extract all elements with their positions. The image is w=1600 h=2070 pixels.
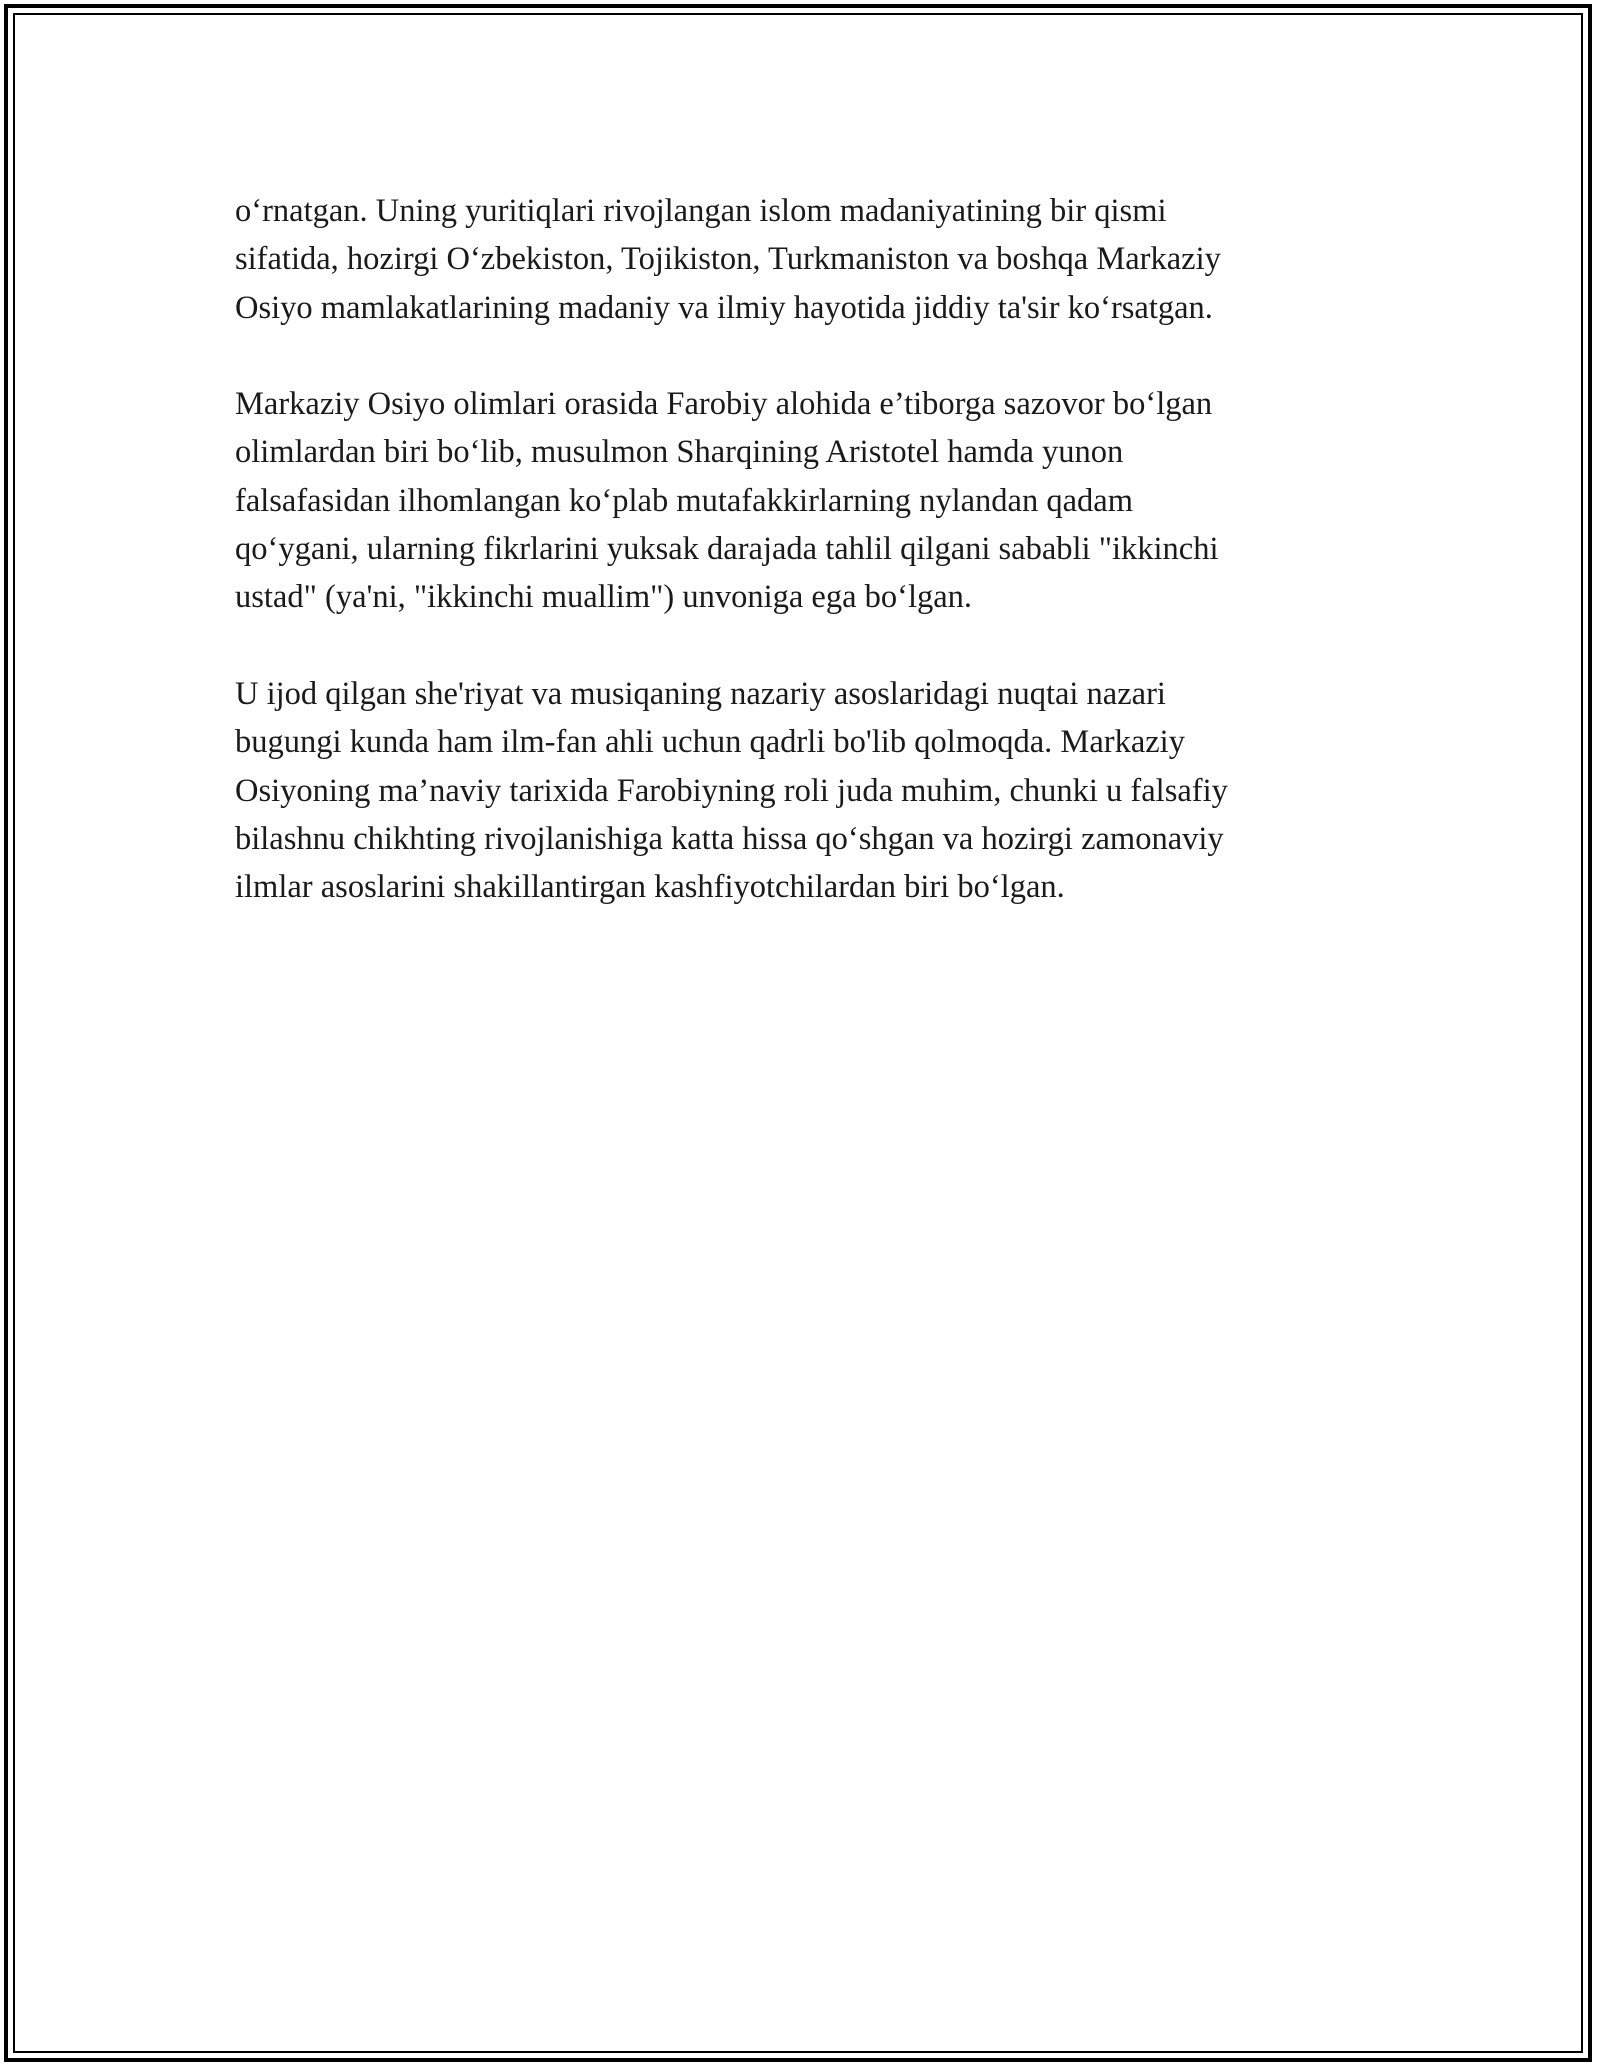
document-body	[235, 187, 1375, 960]
paragraph-3: U ijod qilgan she'riyat va musiqaning nazariy asoslaridagi nuqtai nazari bugungi kunda ham ilm-fan ahli uchun qadrli bo'lib qolmoqda. Markaziy Osiyoning ma’naviy tarixida Farobiyning roli juda muhim, chunki u falsafiy bilashnu chikhting rivojlanishiga katta hissa qo‘shgan va hozirgi zamonaviy ilmlar asoslarini shakillantirgan kashfiyotchilardan biri bo‘lgan.	[235, 675, 1228, 906]
paragraph-1: o‘rnatgan. Uning yuritiqlari rivojlangan islom madaniyatining bir qismi sifatida, hozirgi O‘zbekiston, Tojikiston, Turkmaniston va boshqa Markaziy Osiyo mamlakatlarining madaniy va ilmiy hayotida jiddiy ta'sir ko‘rsatgan.	[235, 193, 1221, 326]
paragraph-2: Markaziy Osiyo olimlari orasida Farobiy alohida e’tiborga sazovor bo‘lgan olimlardan biri bo‘lib, musulmon Sharqining Aristotel hamda yunon falsafasidan ilhomlangan ko‘plab mutafakkirlarning nylandan qadam qo‘ygani, ularning fikrlarini yuksak darajada tahlil qilgani sababli "ikkinchi ustad" (ya'ni, "ikkinchi muallim") unvoniga ega bo‘lgan.	[235, 386, 1219, 616]
